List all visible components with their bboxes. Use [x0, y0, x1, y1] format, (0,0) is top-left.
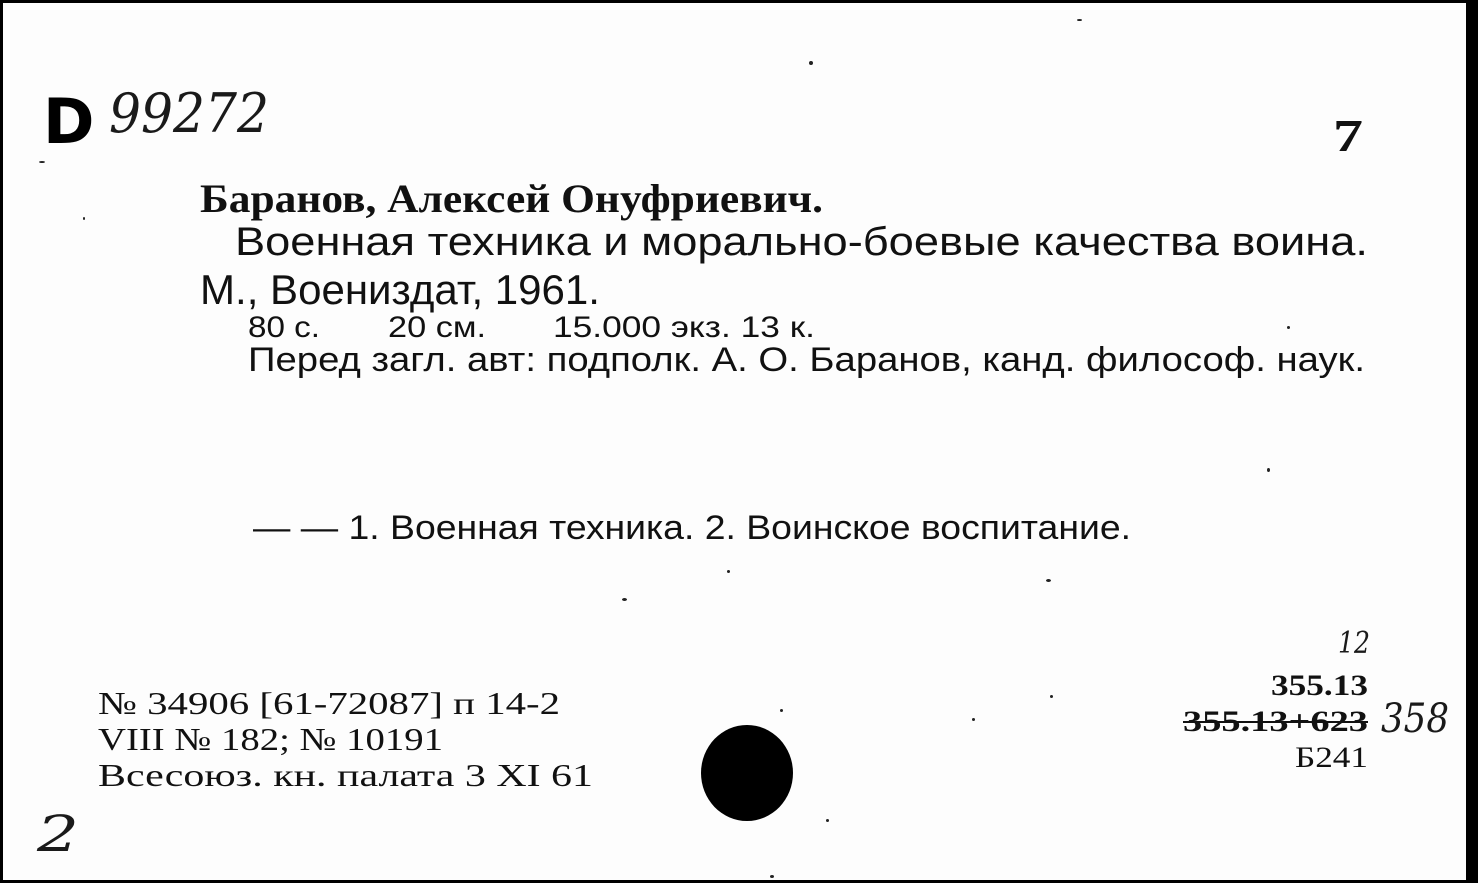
- classification-struck: 355.13+623: [1183, 705, 1368, 738]
- speck: [1077, 19, 1082, 21]
- speck: [780, 709, 783, 712]
- book-title: Военная техника и морально-боевые качества воина.: [235, 220, 1368, 264]
- speck: [972, 718, 975, 721]
- classification-correction: 358: [1381, 696, 1449, 742]
- speck: [826, 819, 829, 822]
- speck: [1287, 326, 1290, 329]
- imprint: М., Воениздат, 1961.: [200, 266, 600, 313]
- author-note: Перед загл. авт: подполк. А. О. Баранов, канд. философ. наук.: [248, 341, 1365, 379]
- registry-chamber: Всесоюз. кн. палата 3 XI 61: [98, 757, 593, 793]
- size: 20 см.: [388, 311, 486, 344]
- speck: [1050, 695, 1053, 698]
- speck: [770, 875, 774, 878]
- registry-number: № 34906 [61-72087] п 14-2: [98, 685, 560, 721]
- punch-hole: [701, 725, 793, 821]
- speck: [727, 570, 730, 573]
- speck: [622, 598, 627, 601]
- speck: [1267, 468, 1270, 472]
- registry-series: VIII № 182; № 10191: [98, 721, 443, 757]
- print-run-price: 15.000 экз. 13 к.: [553, 311, 815, 344]
- classification-note: 12: [1338, 626, 1370, 661]
- author-heading: Баранов, Алексей Онуфриевич.: [200, 176, 823, 221]
- call-number-prefix: D: [43, 85, 95, 158]
- corner-number: 7: [1333, 110, 1363, 161]
- speck: [809, 61, 813, 65]
- pages: 80 с.: [248, 311, 320, 344]
- speck: [1046, 579, 1051, 582]
- call-number: 99272: [109, 82, 269, 145]
- author-mark: Б241: [1295, 741, 1368, 774]
- subject-headings: — — 1. Военная техника. 2. Воинское воспитание.: [253, 509, 1131, 547]
- speck: [39, 161, 45, 163]
- classification-primary: 355.13: [1271, 669, 1368, 702]
- sheet-number: 2: [37, 805, 79, 863]
- speck: [83, 217, 85, 220]
